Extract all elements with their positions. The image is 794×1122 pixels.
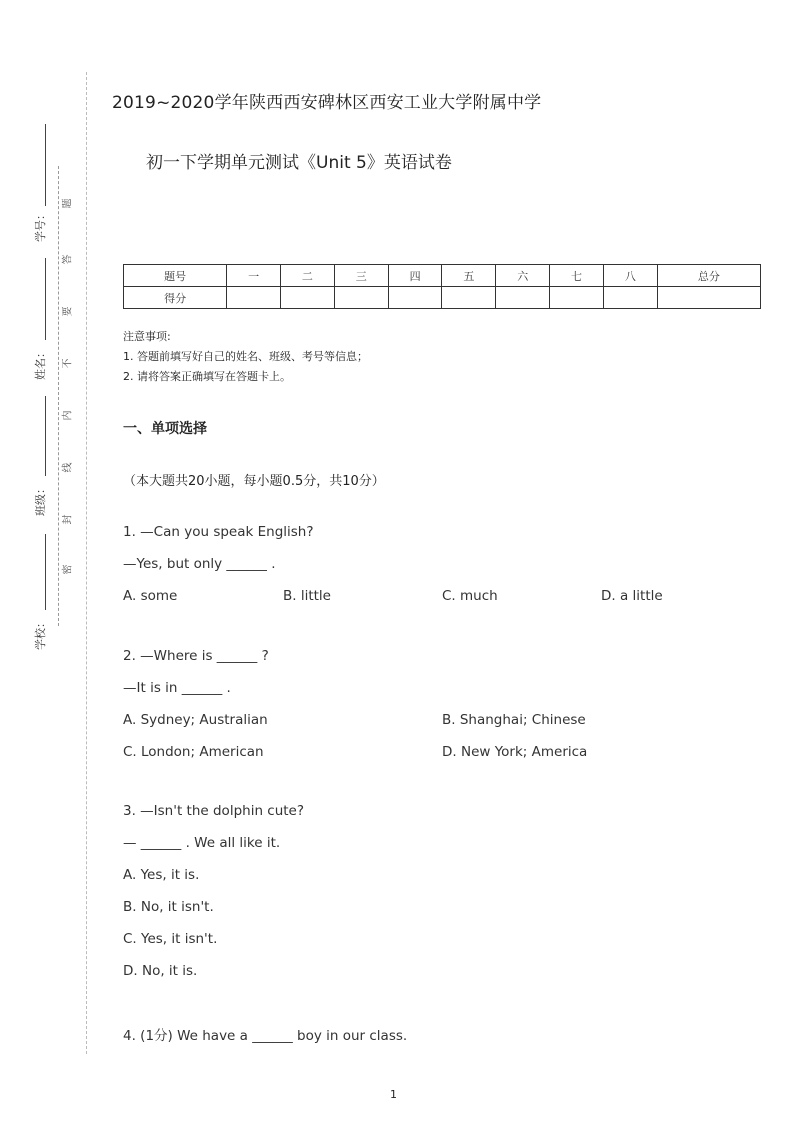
name-line[interactable] [45,258,46,340]
notes [123,327,368,387]
school-line[interactable] [45,534,46,610]
seal-char: 线 [62,462,74,473]
score-cell[interactable] [227,287,281,309]
class-line[interactable] [45,396,46,476]
student-id-label: 学号： [34,209,47,242]
score-cell[interactable] [334,287,388,309]
question-line: —Yes, but only ______ . [123,556,276,572]
score-cell[interactable] [496,287,550,309]
binding-margin-line [86,72,87,1054]
score-table-score-row [124,287,761,309]
option-d[interactable]: D. No, it is. [123,963,198,979]
option-a[interactable]: A. some [123,588,178,604]
seal-char: 答 [62,254,74,265]
question-stem: 4. (1分) We have a ______ boy in our class. [123,1028,408,1044]
seal-char: 内 [62,410,74,421]
score-cell[interactable] [388,287,442,309]
score-header-cell: 五 [442,265,496,287]
seal-char: 要 [62,306,74,317]
option-b[interactable]: B. No, it isn't. [123,899,214,915]
page-number: 1 [390,1088,397,1101]
option-d[interactable]: D. New York; America [442,744,588,760]
notes-title: 注意事项: [123,330,171,343]
score-row-label: 得分 [124,287,227,309]
notes-item: 2. 请将答案正确填写在答题卡上。 [123,370,291,383]
score-header-cell: 题号 [124,265,227,287]
option-c[interactable]: C. much [442,588,498,604]
score-header-cell: 八 [603,265,657,287]
question-line: — ______ . We all like it. [123,835,281,851]
option-a[interactable]: A. Sydney; Australian [123,712,268,728]
question-line: —It is in ______ . [123,680,231,696]
score-header-cell: 三 [334,265,388,287]
school-label: 学校： [34,617,47,650]
student-id-line[interactable] [45,124,46,206]
option-b[interactable]: B. little [283,588,331,604]
class-label: 班级： [34,483,47,516]
score-table-header-row [124,265,761,287]
score-cell[interactable] [550,287,604,309]
score-cell[interactable] [442,287,496,309]
seal-char: 封 [62,514,74,525]
option-c[interactable]: C. Yes, it isn't. [123,931,218,947]
seal-char: 密 [62,564,74,575]
school-title: 2019~2020学年陕西西安碑林区西安工业大学附属中学 [112,93,542,113]
seal-char: 题 [62,198,74,209]
score-header-cell: 总分 [657,265,760,287]
question-stem: 3. —Isn't the dolphin cute? [123,803,305,819]
score-header-cell: 六 [496,265,550,287]
name-label: 姓名： [34,347,47,380]
score-header-cell: 一 [227,265,281,287]
seal-char: 不 [62,358,74,369]
score-header-cell: 七 [550,265,604,287]
option-b[interactable]: B. Shanghai; Chinese [442,712,586,728]
score-header-cell: 四 [388,265,442,287]
score-header-cell: 二 [281,265,335,287]
option-d[interactable]: D. a little [601,588,663,604]
section-subtitle: （本大题共20小题，每小题0.5分，共10分） [123,474,385,489]
section-heading: 一、单项选择 [123,421,207,437]
score-cell[interactable] [281,287,335,309]
score-table [123,264,761,309]
score-cell[interactable] [657,287,760,309]
exam-title: 初一下学期单元测试《Unit 5》英语试卷 [146,153,452,173]
option-c[interactable]: C. London; American [123,744,264,760]
question-stem: 1. —Can you speak English? [123,524,314,540]
option-a[interactable]: A. Yes, it is. [123,867,200,883]
question-stem: 2. —Where is ______ ? [123,648,269,664]
score-cell[interactable] [603,287,657,309]
seal-column [58,166,73,626]
notes-item: 1. 答题前填写好自己的姓名、班级、考号等信息； [123,350,368,363]
